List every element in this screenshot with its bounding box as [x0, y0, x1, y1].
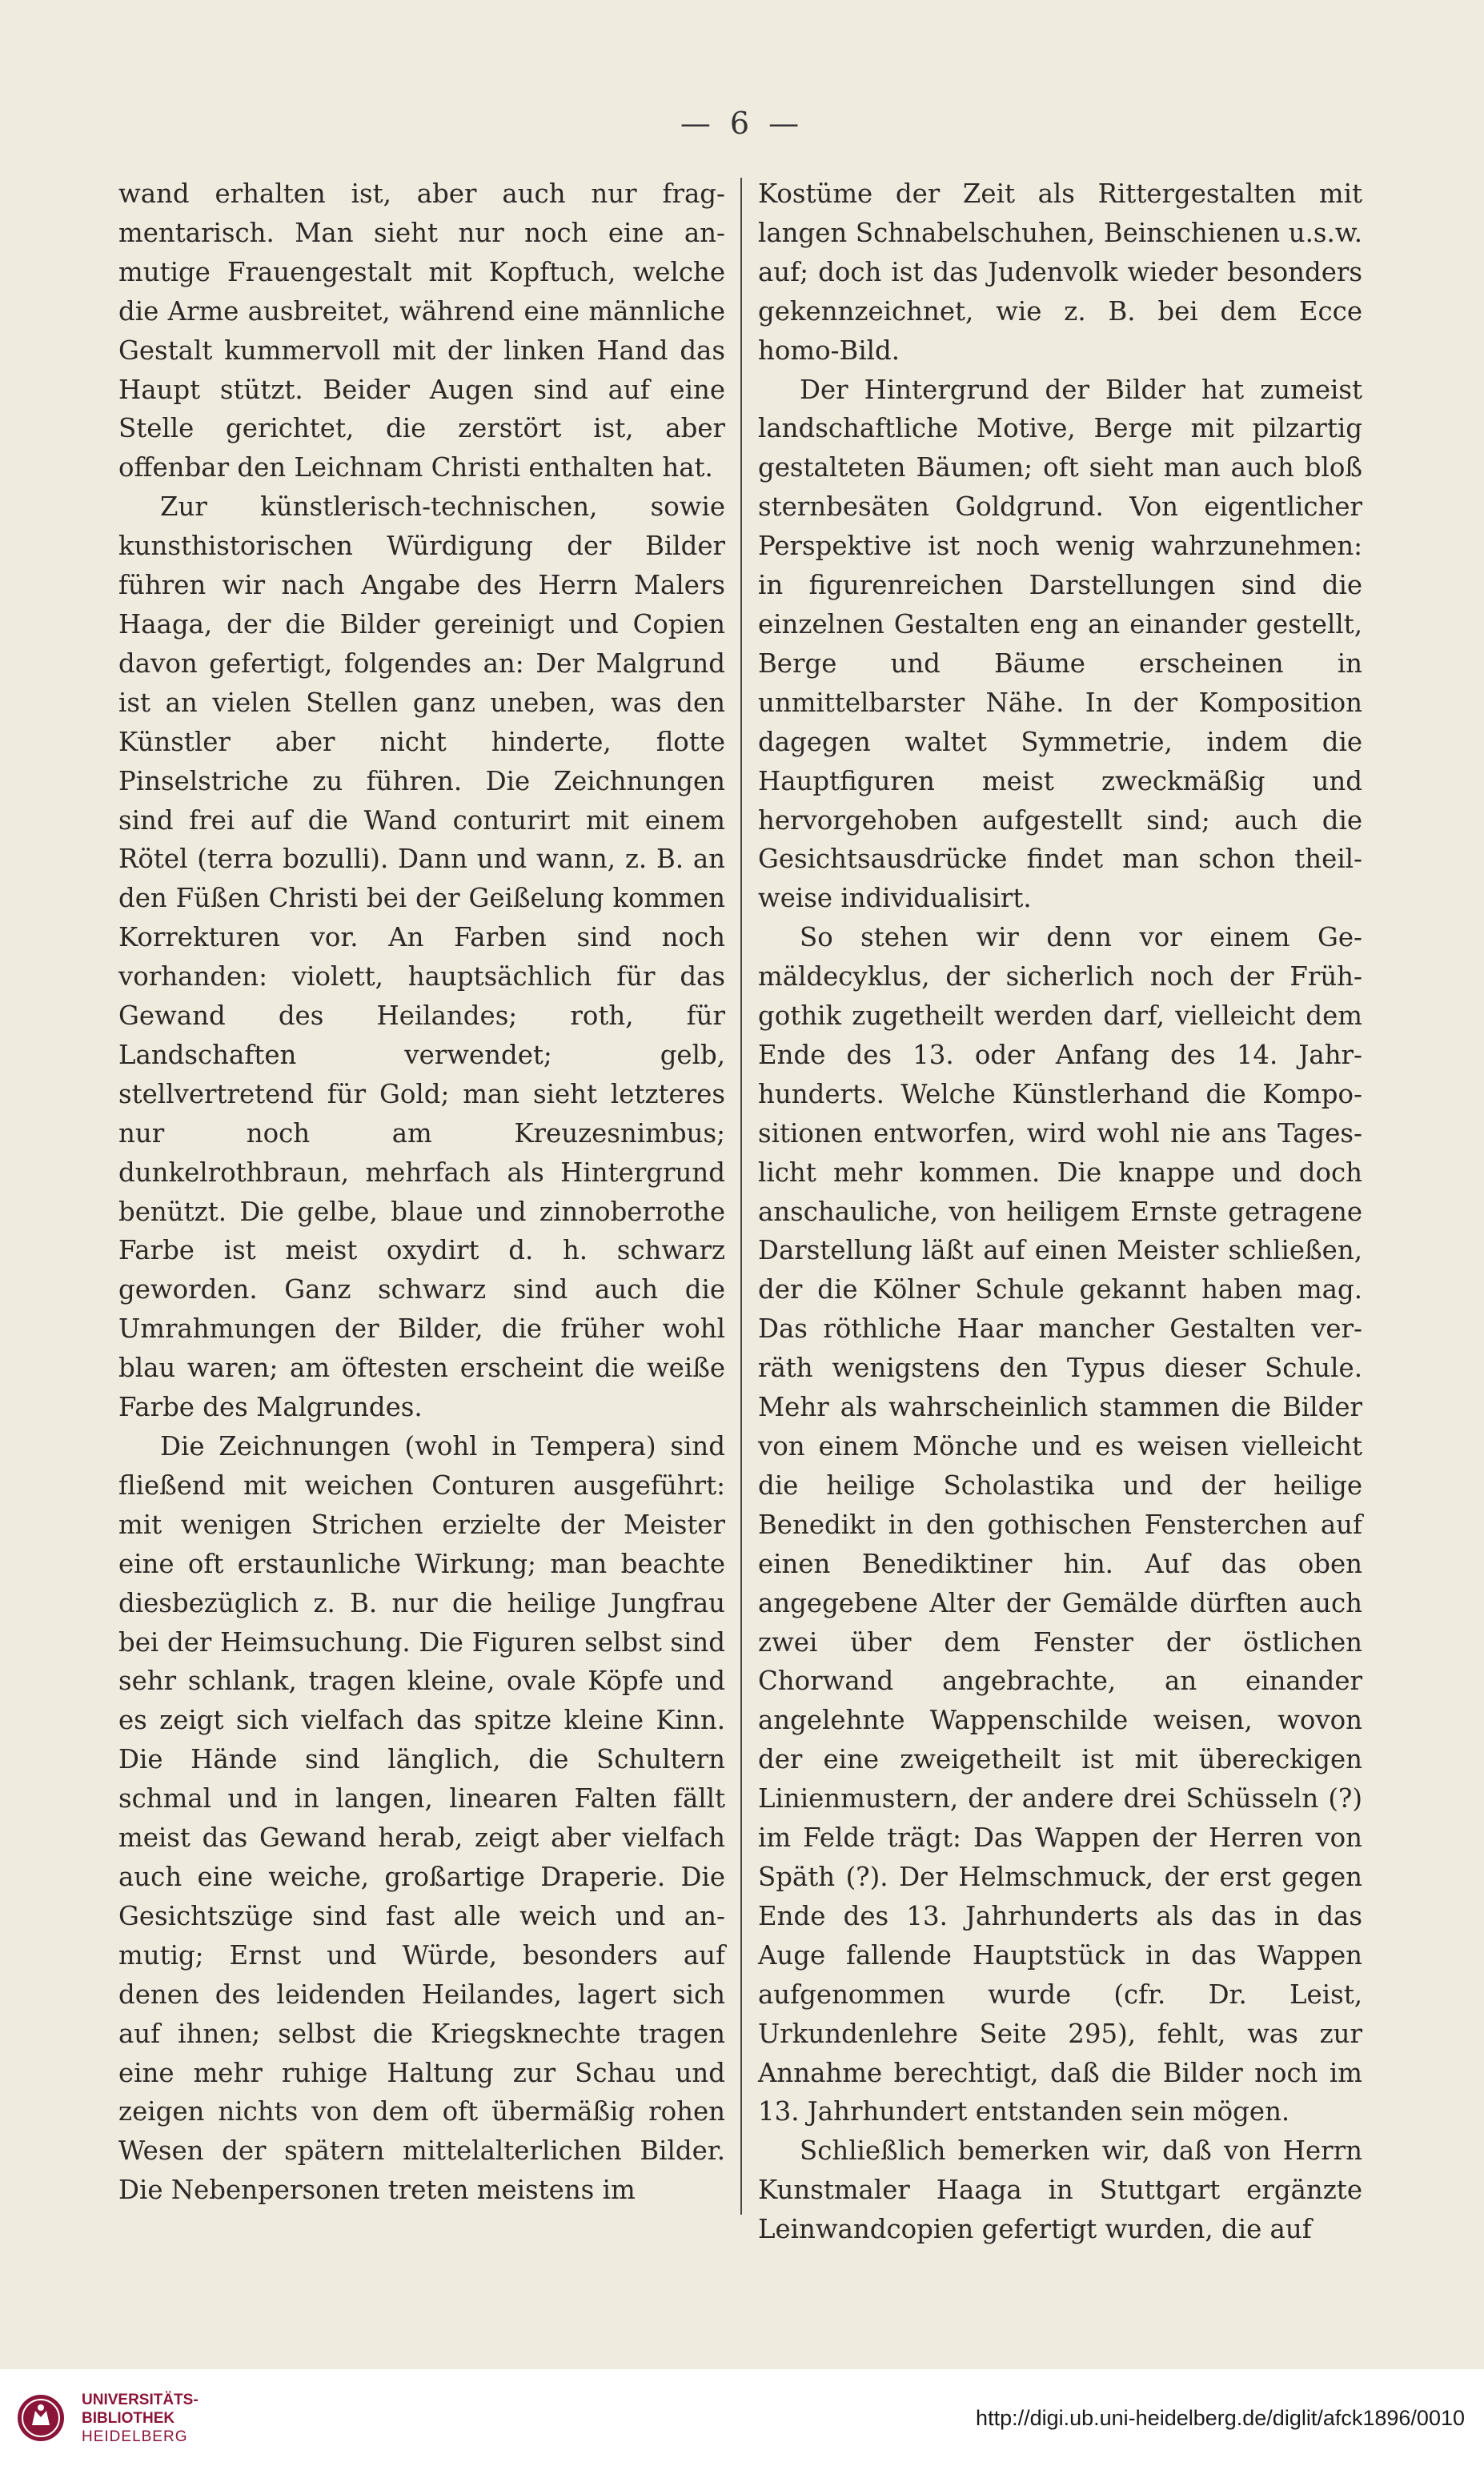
- logo-line: HEIDELBERG: [82, 2428, 188, 2445]
- paragraph: wand erhalten ist, aber auch nur fragmentarisch. Man sieht nur noch eine anmutige Frauengestalt mit Kopftuch, welche die Arme ausbreitet, während eine männliche Gestalt kummervoll mit der linken Hand das Haupt stützt. Beider Augen sind auf eine Stelle gerichtet, die zerstört ist, aber offenbar den Leichnam Christi enthalten hat.: [118, 178, 725, 483]
- paragraph: So stehen wir denn vor einem Gemäldecyklus, der sicherlich noch der Frühgothik zugetheilt werden darf, vielleicht dem Ende des 13. oder Anfang des 14. Jahrhunderts. Welche Künstlerhand die Kompositionen entworfen, wird wohl nie ans Tageslicht mehr kommen. Die knappe und doch anschauliche, von heiligem Ernste getragene Darstellung läßt auf einen Meister schließen, der die Kölner Schule gekannt haben mag. Das röthliche Haar mancher Gestalten verräth wenigstens den Typus dieser Schule. Mehr als wahrscheinlich stammen die Bilder von einem Mönche und es weisen vielleicht die heilige Scholastika und der heilige Benedikt in den gothischen Fensterchen auf einen Benediktiner hin. Auf das oben angegebene Alter der Gemälde dürften auch zwei über dem Fenster der östlichen Chorwand angebrachte, an einander angelehnte Wappenschilde weisen, wovon der eine zweigetheilt ist mit übereckigen Linienmustern, der andere drei Schüsseln (?) im Felde trägt: Das Wappen der Herren von Späth (?). Der Helmschmuck, der erst gegen Ende des 13. Jahrhunderts als das in das Auge fallende Hauptstück in das Wappen aufgenommen wurde (cfr. Dr. Leist, Urkundenlehre Seite 295), fehlt, was zur Annahme berechtigt, daß die Bilder noch im 13. Jahrhundert entstanden sein mögen.: [758, 922, 1362, 2127]
- page-number: — 6 —: [680, 106, 804, 141]
- column-divider: [740, 178, 742, 2215]
- logo-line: UNIVERSITÄTS-: [82, 2392, 199, 2408]
- right-column: [758, 174, 1362, 2249]
- paragraph: Schließlich bemerken wir, daß von Herrn Kunstmaler Haaga in Stuttgart ergänzte Leinwandcopien gefertigt wurden, die auf: [758, 2135, 1362, 2245]
- left-column: [118, 174, 725, 2210]
- logo-line: BIBLIOTHEK: [82, 2410, 175, 2427]
- university-seal-icon: [16, 2393, 66, 2443]
- source-url-link[interactable]: http://digi.ub.uni-heidelberg.de/diglit/afck1896/0010: [976, 2406, 1465, 2430]
- library-logo-text: [82, 2391, 199, 2446]
- paragraph: Zur künstlerisch-technischen, sowie kunsthistorischen Würdigung der Bilder führen wir nach Angabe des Herrn Malers Haaga, der die Bilder gereinigt und Copien davon gefertigt, folgendes an: Der Malgrund ist an vielen Stellen ganz uneben, was den Künstler aber nicht hinderte, flotte Pinselstriche zu führen. Die Zeichnungen sind frei auf die Wand conturirt mit einem Rötel (terra bozulli). Dann und wann, z. B. an den Füßen Christi bei der Geißelung kommen Korrekturen vor. An Farben sind noch vorhanden: violett, hauptsächlich für das Gewand des Heilandes; roth, für Landschaften verwendet; gelb, stellvertretend für Gold; man sieht letzteres nur noch am Kreuzesnimbus; dunkelrothbraun, mehrfach als Hintergrund benützt. Die gelbe, blaue und zinnoberrothe Farbe ist meist oxydirt d. h. schwarz geworden. Ganz schwarz sind auch die Umrahmungen der Bilder, die früher wohl blau waren; am öftesten erscheint die weiße Farbe des Malgrundes.: [118, 491, 725, 1423]
- paragraph: Die Zeichnungen (wohl in Tempera) sind fließend mit weichen Conturen ausgeführt: mit wenigen Strichen erzielte der Meister eine oft erstaunliche Wirkung; man beachte diesbezüglich z. B. nur die heilige Jungfrau bei der Heimsuchung. Die Figuren selbst sind sehr schlank, tragen kleine, ovale Köpfe und es zeigt sich vielfach das spitze kleine Kinn. Die Hände sind länglich, die Schultern schmal und in langen, linearen Falten fällt meist das Gewand herab, zeigt aber vielfach auch eine weiche, großartige Draperie. Die Gesichtszüge sind fast alle weich und anmutig; Ernst und Würde, besonders auf denen des leidenden Heilandes, lagert sich auf ihnen; selbst die Kriegsknechte tragen eine mehr ruhige Haltung zur Schau und zeigen nichts von dem oft übermäßig rohen Wesen der spätern mittelalterlichen Bilder. Die Nebenpersonen treten meistens im: [118, 1431, 725, 2206]
- paragraph: Der Hintergrund der Bilder hat zumeist landschaftliche Motive, Berge mit pilzartig gestalteten Bäumen; oft sieht man auch bloß sternbesäten Goldgrund. Von eigentlicher Perspektive ist noch wenig wahrzunehmen: in figurenreichen Darstellungen sind die einzelnen Gestalten eng an einander gestellt, Berge und Bäume erscheinen in unmittelbarster Nähe. In der Komposition dagegen waltet Symmetrie, indem die Hauptfiguren meist zweckmäßig und hervorgehoben aufgestellt sind; auch die Gesichtsausdrücke findet man schon theilweise individualisirt.: [758, 374, 1362, 914]
- paragraph: Kostüme der Zeit als Rittergestalten mit langen Schnabelschuhen, Beinschienen u.s.w. auf; doch ist das Judenvolk wieder besonders gekennzeichnet, wie z. B. bei dem Ecce homo-Bild.: [758, 178, 1362, 366]
